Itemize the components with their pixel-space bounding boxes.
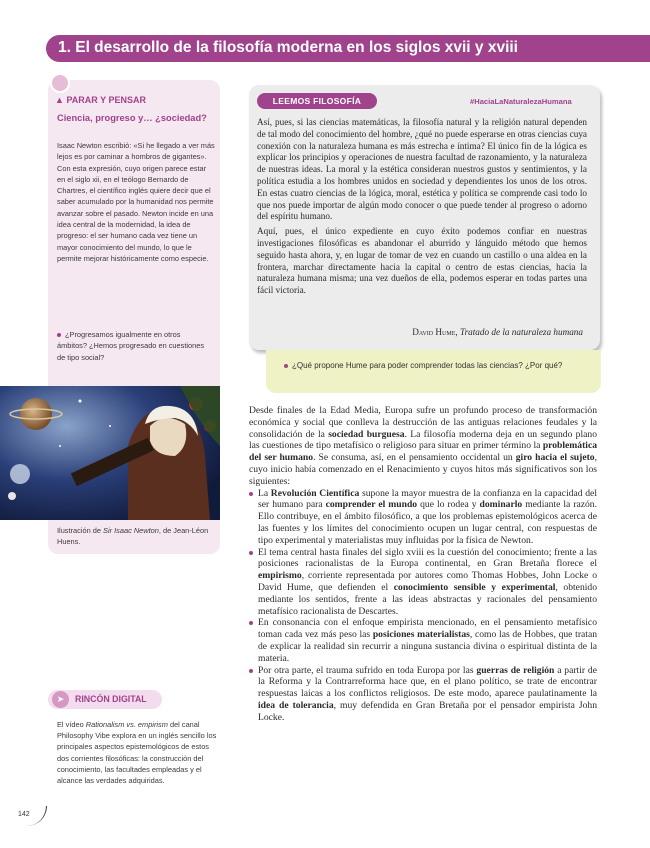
graduation-cap-icon: ▲ — [55, 95, 64, 105]
parar-pensar-heading: ▲ PARAR Y PENSAR — [55, 95, 146, 105]
bullet-icon — [284, 364, 288, 368]
thinking-badge-icon — [50, 73, 70, 93]
bullet-icon — [249, 551, 253, 555]
send-icon: ➤ — [52, 691, 69, 708]
page-corner-decoration — [26, 806, 47, 826]
list-item: La Revolución Científica supone la mayor muestra de la confianza en la capacidad del ser humano para comprender el mundo que lo rodea y dominarlo mediante la razón. Ello contribuye, en el ámbito filosófico, a que los problemas epistemológicos acerca de las fuentes y los límites del conocimiento ocupen un lugar central, con respuestas de tipo experimental y materialistas muy influidas por la física de Newton. — [249, 488, 597, 547]
bullet-icon — [249, 621, 253, 625]
page-number: 142 — [18, 811, 30, 818]
parar-pensar-question: ¿Progresamos igualmente en otros ámbitos? ¿Hemos progresado en cuestiones de tipo social? — [57, 330, 205, 362]
parar-pensar-body: Isaac Newton escribió: «Si he llegado a ver más lejos es por caminar a hombros de gigantes». Con esta expresión, cuyo origen parece estar en el siglo xii, en el teólogo Bernardo de Chartres, el científico inglés quiere decir que el saber acumulado por la humanidad nos permite avanzar sobre el pasado. Newton incide en una idea central de la modernidad, la idea de progreso: el ser humano cada vez tiene un mayor conocimiento del mundo, lo que le permite mejorar históricamente como especie. — [57, 141, 215, 263]
bullet-icon — [249, 669, 253, 673]
main-body-text — [249, 405, 597, 724]
chapter-title: 1. El desarrollo de la filosofía moderna en los siglos xvii y xviii — [58, 39, 518, 56]
bullet-icon — [57, 333, 61, 337]
newton-illustration — [0, 386, 220, 520]
intro-paragraph: Desde finales de la Edad Media, Europa sufre un profundo proceso de transformación económica y social que conlleva la destrucción de las antiguas relaciones feudales y la consolidación de la sociedad burguesa. La filosofía moderna deja en un segundo plano las cuestiones de tipo metafísico o religioso para situar en primer término la problemática del ser humano. Se consuma, así, en el pensamiento occidental un giro hacia el sujeto, cuyo inicio había comenzado en el Renacimiento y cuyos hitos más significativos son los siguientes: — [249, 405, 597, 487]
reading-paragraph: Así, pues, si las ciencias matemáticas, la filosofía natural y la religión natural dependen de tal modo del conocimiento del hombre, ¿qué no puede esperarse en otras ciencias cuya conexión con la naturaleza humana es más estrecha e íntima? El único fin de la lógica es explicar los principios y operaciones de nuestra facultad de razonamiento, y la naturaleza de nuestras ideas. La moral y la estética consideran nuestros gustos y sentimientos, y la política estudia a los hombres unidos en sociedad y dependientes los unos de los otros. En estas cuatro ciencias de la lógica, moral, estética y política se comprende casi todo lo que nos puede importar de algún modo conocer o que puede tender al progreso o adorno del espíritu humano. — [257, 117, 587, 222]
reading-citation: David Hume, Tratado de la naturaleza humana — [412, 327, 583, 337]
list-item: Por otra parte, el trauma sufrido en toda Europa por las guerras de religión a partir de la Reforma y la Contrarreforma hace que, en el plano político, se trate de encontrar respuestas laicas a los conflictos religiosos. De este modo, aparece paulatinamente la idea de tolerancia, muy defendida en Gran Bretaña por el pensador empirista John Locke. — [249, 665, 597, 724]
illustration-caption: Ilustración de Sir Isaac Newton, de Jean-Léon Huens. — [57, 526, 209, 546]
reading-paragraph: Aquí, pues, el único expediente en cuyo éxito podemos confiar en nuestras investigaciones filosóficas es abandonar el aburrido y lánguido método que hemos seguido hasta ahora, y, en lugar de tomar de vez en cuando un castillo o una aldea en la frontera, marchar directamente hacia la capital o centro de estas ciencias, hacia la naturaleza humana misma; una vez dueños de ella, podemos esperar en todas partes una fácil victoria. — [257, 226, 587, 296]
reading-question: ¿Qué propone Hume para poder comprender todas las ciencias? ¿Por qué? — [284, 360, 584, 371]
chapter-header — [46, 35, 650, 62]
list-item: El tema central hasta finales del siglo xviii es la cuestión del conocimiento; frente a las posiciones racionalistas de la Europa continental, en Gran Bretaña florece el empirismo, corriente representada por autores como Thomas Hobbes, John Locke o David Hume, que defienden el conocimiento sensible y experimental, obtenido mediante los sentidos, frente a las ideas abstractas y racionales del pensamiento metafísico racionalista de Descartes. — [249, 547, 597, 618]
citation-author: David Hume — [412, 327, 456, 337]
hashtag: #HaciaLaNaturalezaHumana — [470, 97, 572, 106]
reading-text — [257, 117, 587, 300]
rincon-digital-title: RINCÓN DIGITAL — [75, 694, 147, 704]
citation-work: Tratado de la naturaleza humana — [459, 327, 583, 337]
reading-question-box — [266, 350, 601, 393]
leemos-filosofia-label: LEEMOS FILOSOFÍA — [257, 93, 377, 109]
list-item: En consonancia con el enfoque empirista mencionado, en el pensamiento metafísico toman cada vez más peso las posiciones materialistas, como las de Hobbes, que tratan de explicar la realidad sin recurrir a ninguna sustancia divina o espiritual distinta de la materia. — [249, 617, 597, 664]
bullet-icon — [249, 492, 253, 496]
rincon-digital-body: El vídeo Rationalism vs. empirism del canal Philosophy Vibe explora en un inglés sencillo los principales aspectos epistemológicos de estos dos corrientes filosóficas: la construcción del conocimiento, las facultades empleadas y el alcance las verdades adquiridas. — [57, 720, 217, 786]
parar-pensar-subtitle: Ciencia, progreso y… ¿sociedad? — [57, 113, 207, 123]
